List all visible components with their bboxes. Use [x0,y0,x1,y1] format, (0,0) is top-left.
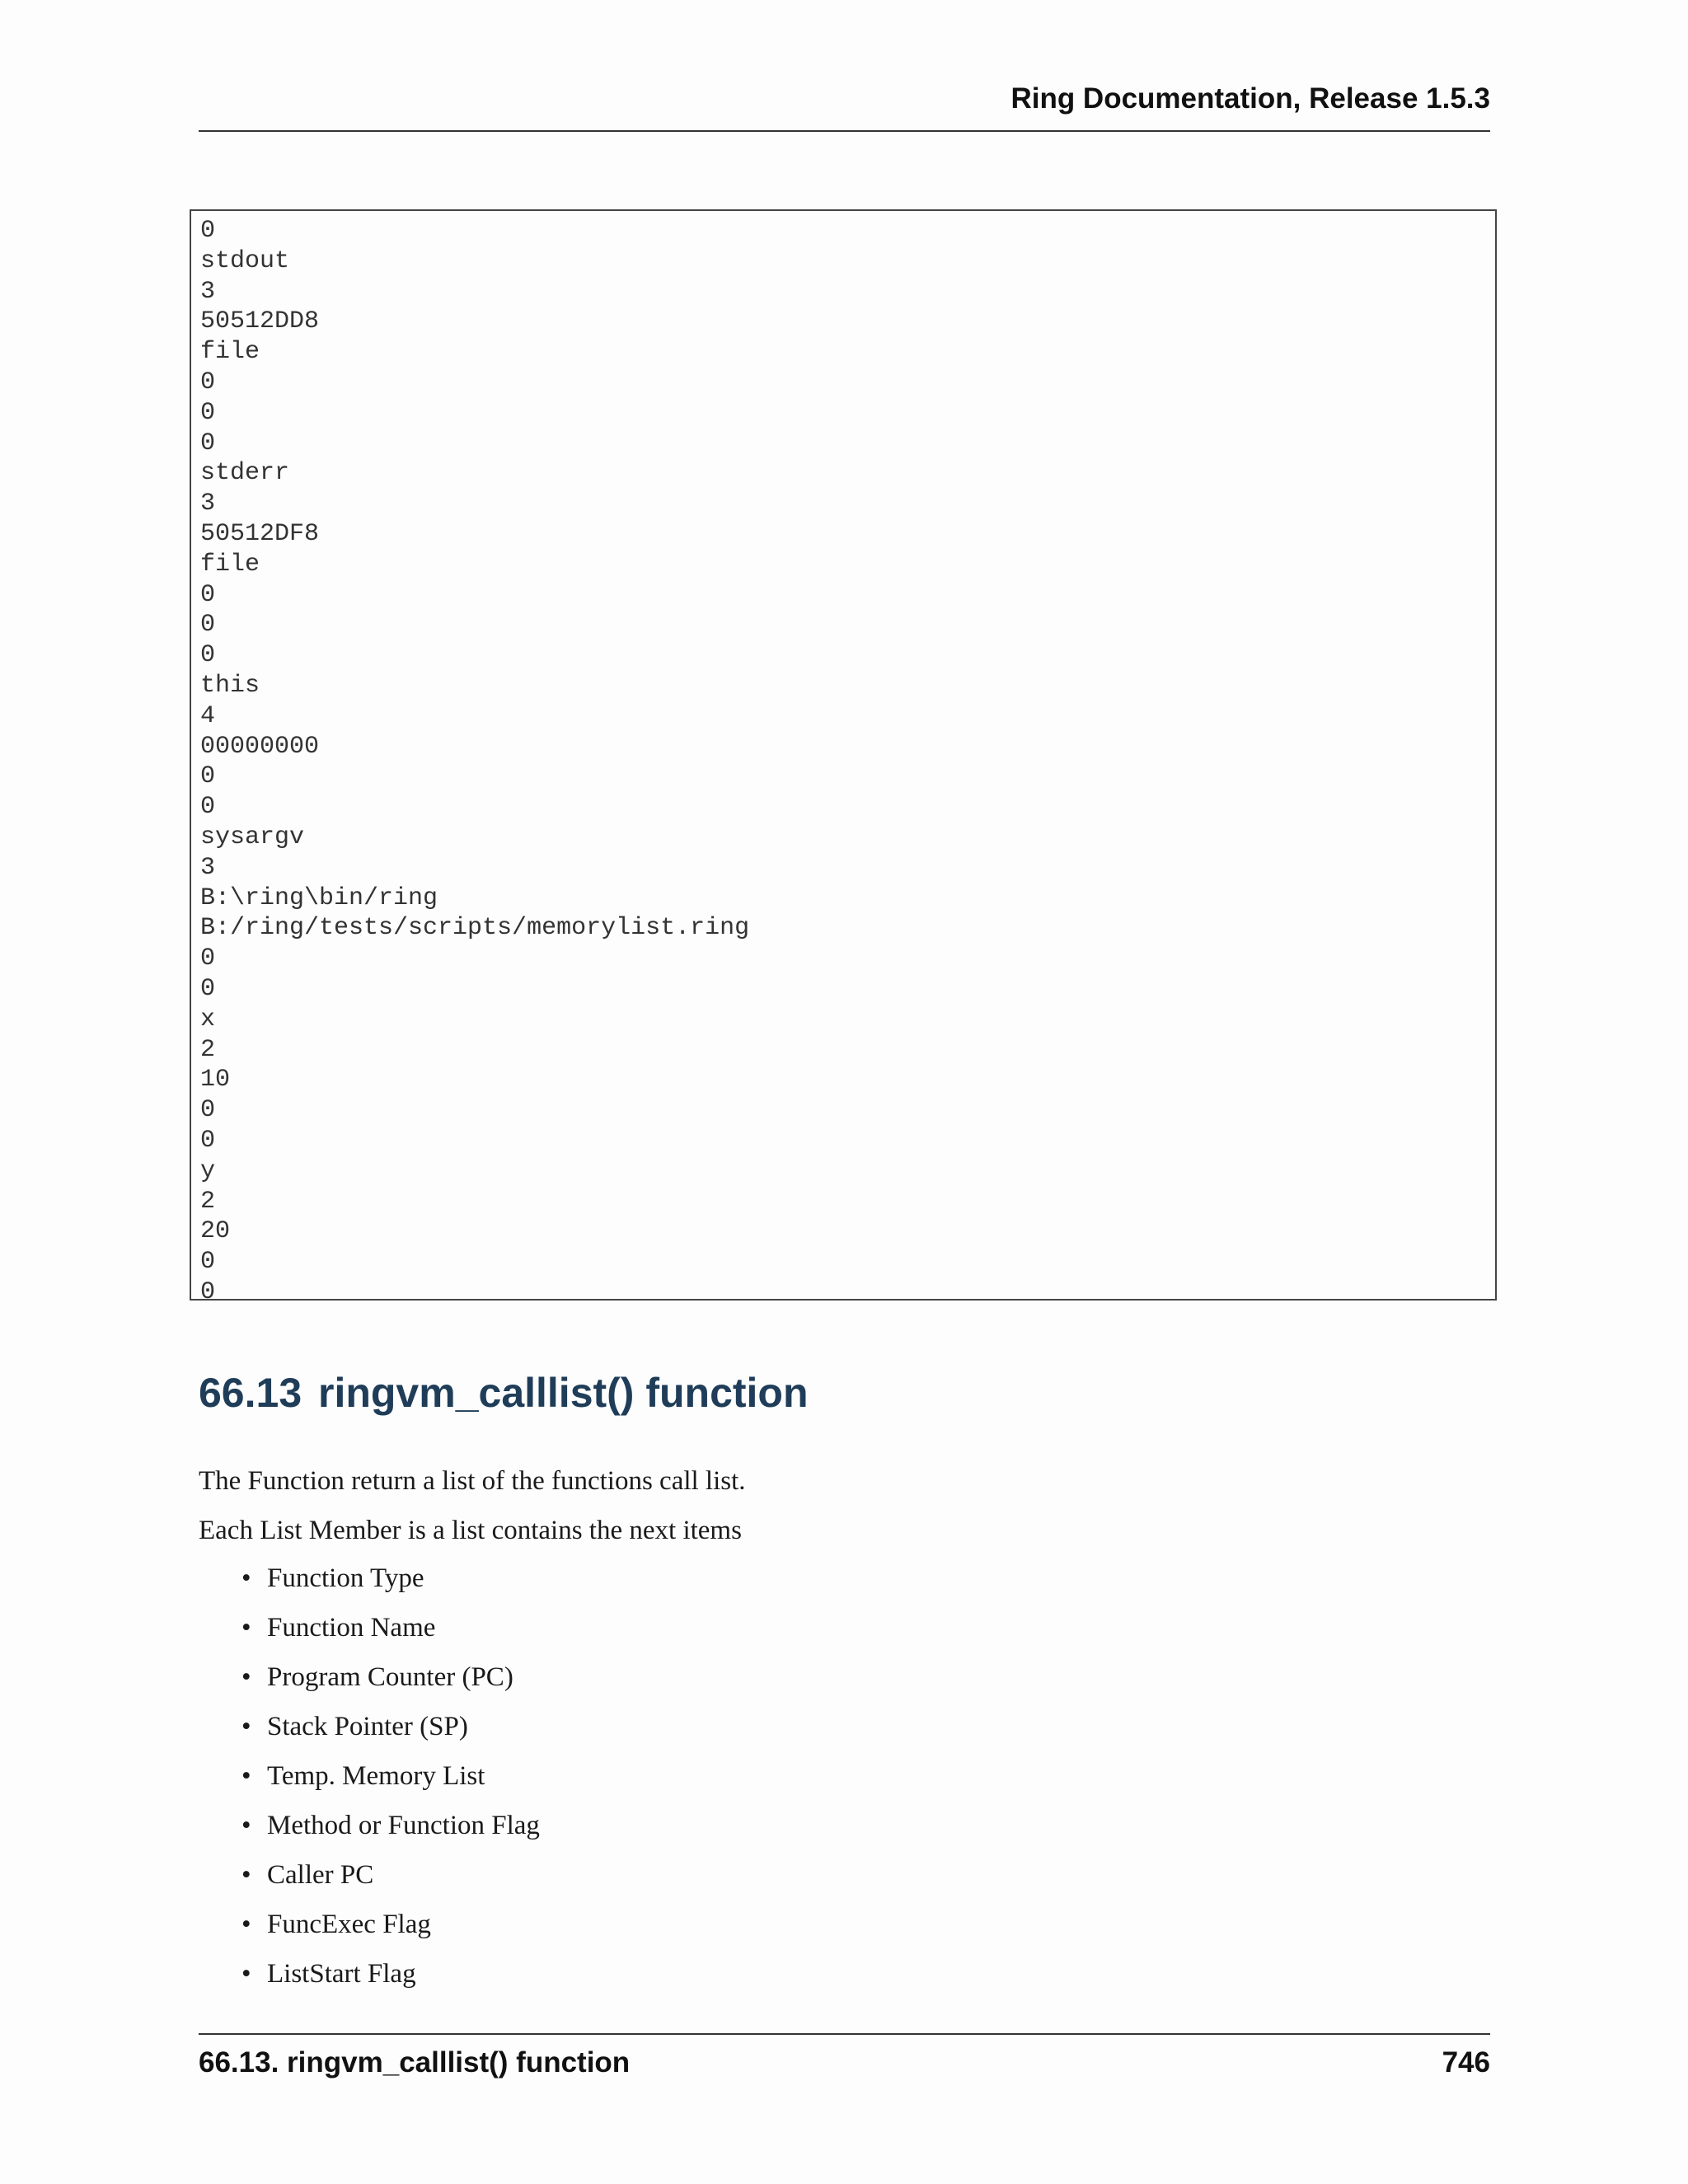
code-line: stdout [200,246,290,275]
list-item-text: Function Name [267,1613,436,1643]
list-item-text: Caller PC [267,1860,374,1890]
list-item [199,1659,540,1708]
code-line: this [200,671,260,700]
code-line: 10 [200,1066,231,1094]
code-line: 0 [200,1126,216,1155]
list-item [199,1906,540,1956]
page-header [199,82,1490,132]
bullet-icon: • [241,1959,251,1989]
list-item [199,1758,540,1807]
bullet-icon: • [241,1662,251,1692]
code-line: y [200,1156,216,1185]
code-line: 00000000 [200,732,320,761]
code-line: 2 [200,1187,216,1216]
code-line: file [200,550,260,579]
page-footer [199,2033,1490,2084]
code-line: 3 [200,490,216,518]
footer-section-label: 66.13. ringvm_calllist() function [199,2046,631,2079]
list-item [199,1857,540,1906]
code-line: B:/ring/tests/scripts/memorylist.ring [200,914,750,943]
header-title: Ring Documentation, Release 1.5.3 [1010,82,1490,115]
bullet-icon: • [241,1563,251,1593]
list-item-text: ListStart Flag [267,1959,416,1989]
list-item-text: Stack Pointer (SP) [267,1712,468,1741]
code-line: 0 [200,793,216,822]
code-line: 2 [200,1035,216,1064]
section-heading [199,1364,809,1422]
code-output-block [190,209,1497,1301]
list-item-text: Temp. Memory List [267,1761,485,1791]
bullet-icon: • [241,1910,251,1939]
code-line: 50512DD8 [200,307,320,336]
code-line: 0 [200,368,216,396]
code-line: 0 [200,1096,216,1125]
code-line: file [200,338,260,367]
code-line: B:\ring\bin/ring [200,883,438,912]
code-line: 0 [200,398,216,427]
code-line: 4 [200,701,216,730]
code-line: 50512DF8 [200,519,320,548]
list-item [199,1560,540,1610]
bullet-icon: • [241,1811,251,1840]
list-item-text: Function Type [267,1563,424,1593]
code-line: 20 [200,1217,231,1246]
code-line: 0 [200,762,216,791]
section-title-text: ringvm_calllist() function [318,1370,809,1416]
code-line: 0 [200,217,216,245]
list-item [199,1708,540,1758]
bullet-icon: • [241,1761,251,1791]
section-number: 66.13 [199,1370,302,1416]
code-line: 3 [200,853,216,882]
list-intro-paragraph: Each List Member is a list contains the next items [199,1516,742,1545]
bullet-icon: • [241,1613,251,1643]
item-list [199,1560,540,2005]
description-paragraph: The Function return a list of the functions call list. [199,1466,746,1496]
list-item [199,1610,540,1659]
bullet-icon: • [241,1860,251,1890]
code-line: 0 [200,429,216,457]
code-line: stderr [200,459,290,488]
page-number: 746 [1442,2046,1490,2079]
bullet-icon: • [241,1712,251,1741]
list-item-text: Program Counter (PC) [267,1662,513,1692]
code-line: 0 [200,611,216,640]
code-line: x [200,1005,216,1033]
code-line: 0 [200,641,216,670]
code-line: 0 [200,1277,216,1301]
list-item-text: FuncExec Flag [267,1910,431,1939]
list-item [199,1807,540,1857]
code-line: 3 [200,277,216,306]
code-line: 0 [200,974,216,1003]
code-line: sysargv [200,823,305,851]
code-line: 0 [200,1248,216,1277]
list-item [199,1956,540,2005]
list-item-text: Method or Function Flag [267,1811,540,1840]
code-line: 0 [200,944,216,973]
code-line: 0 [200,580,216,609]
